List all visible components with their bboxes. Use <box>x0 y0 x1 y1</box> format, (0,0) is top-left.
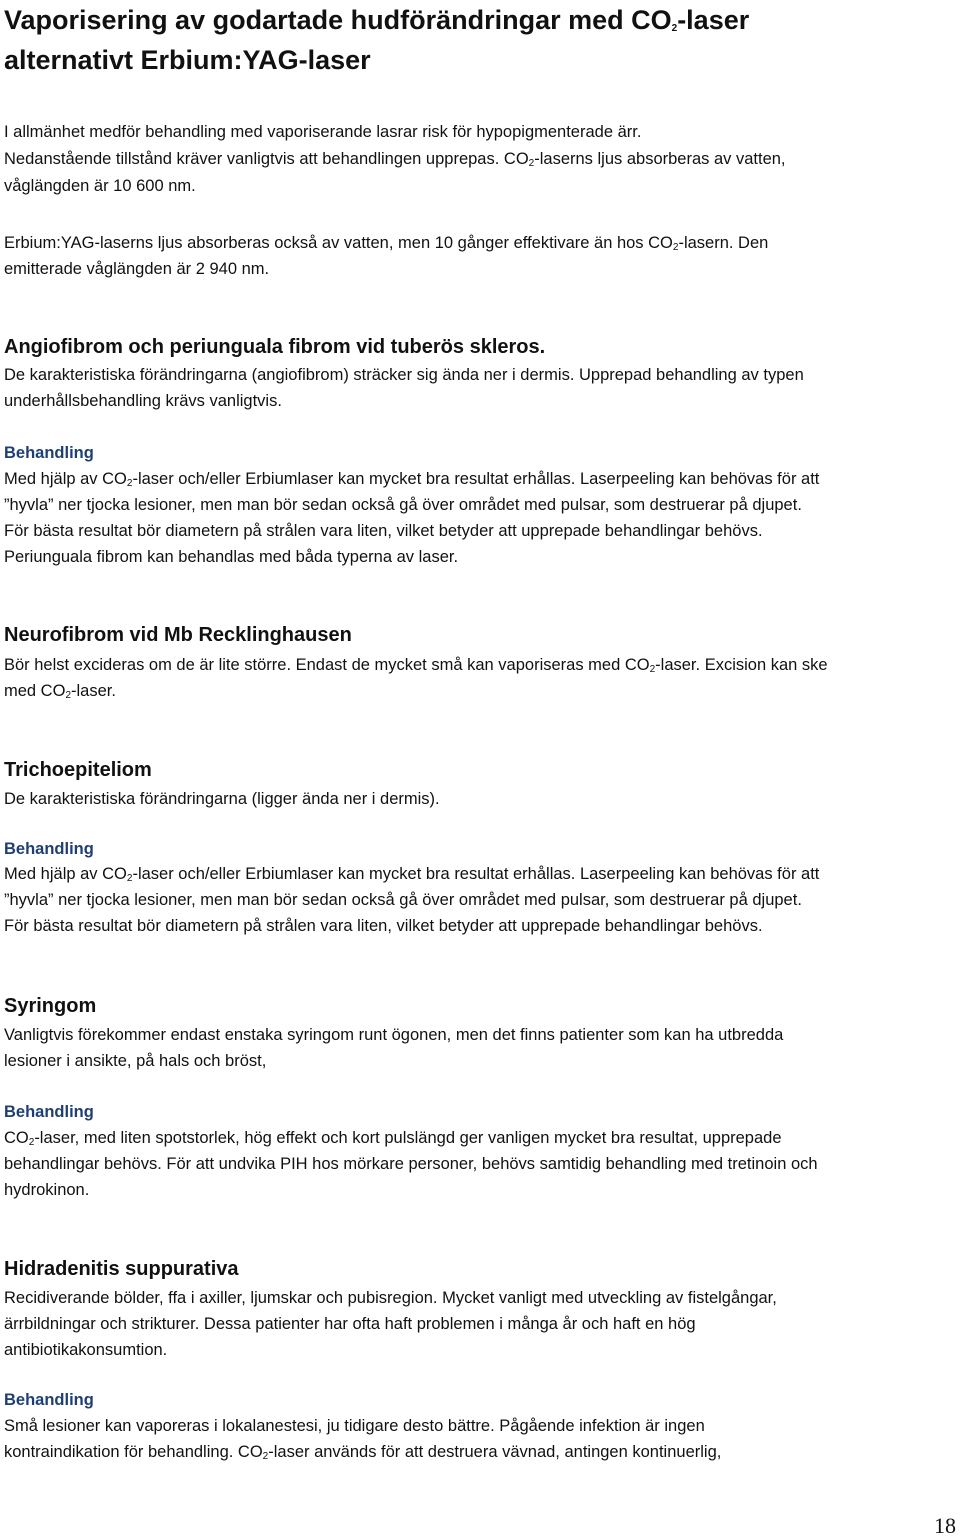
section-heading-trichoepiteliom: Trichoepiteliom <box>4 759 152 781</box>
angiofibrom-treatment: Med hjälp av $CO_2$-laser och/eller Erbiumlaser kan mycket bra resultat erhållas. Laserpeeling kan behövas för att ”hyvla” ner tjocka lesioner, men man bör sedan också gå över området med pulsar, som destruerar på djupet. För bästa resultat bör diametern på strålen vara liten, vilket betyder att upprepade behandlingar behövs. Periunguala fibrom kan behandlas med båda typerna av laser. <box>4 470 820 566</box>
section-heading-angiofibrom: Angiofibrom och periunguala fibrom vid tuberös skleros. <box>4 336 546 358</box>
behandling-label-trichoepiteliom: Behandling <box>4 840 94 858</box>
section-heading-neurofibrom: Neurofibrom vid Mb Recklinghausen <box>4 624 352 646</box>
behandling-label-syringom: Behandling <box>4 1103 94 1121</box>
erbium-paragraph: Erbium:YAG-laserns ljus absorberas också av vatten, men 10 gånger effektivare än hos $CO_2$-lasern. Den emitterade våglängden är 2 940 nm. <box>4 234 769 278</box>
page-number: 18 <box>934 1513 956 1538</box>
angiofibrom-description: De karakteristiska förändringarna (angiofibrom) sträcker sig ända ner i dermis. Upprepad behandling av typen underhållsbehandling krävs vanligtvis. <box>4 366 804 410</box>
neurofibrom-text: Bör helst excideras om de är lite större. Endast de mycket små kan vaporiseras med $CO_2$-laser. Excision kan ske med $CO_2$-laser. <box>4 656 828 701</box>
trichoepiteliom-description: De karakteristiska förändringarna (ligger ända ner i dermis). <box>4 790 440 808</box>
section-heading-syringom: Syringom <box>4 995 97 1017</box>
hidradenitis-description: Recidiverande bölder, ffa i axiller, ljumskar och pubisregion. Mycket vanligt med utveckling av fistelgångar, ärrbildningar och strikturer. Dessa patienter har ofta haft problemen i många år och haft en hög antibiotikakonsumtion. <box>4 1289 777 1359</box>
behandling-label-angiofibrom: Behandling <box>4 444 94 462</box>
syringom-description: Vanligtvis förekommer endast enstaka syringom runt ögonen, men det finns patienter som kan ha utbredda lesioner i ansikte, på hals och bröst, <box>4 1026 784 1070</box>
trichoepiteliom-treatment: Med hjälp av $CO_2$-laser och/eller Erbiumlaser kan mycket bra resultat erhållas. Laserpeeling kan behövas för att ”hyvla” ner tjocka lesioner, men man bör sedan också gå över området med pulsar, som destruerar på djupet. För bästa resultat bör diametern på strålen vara liten, vilket betyder att upprepade behandlingar behövs. <box>4 865 820 935</box>
behandling-label-hidradenitis: Behandling <box>4 1391 94 1409</box>
section-heading-hidradenitis: Hidradenitis suppurativa <box>4 1258 239 1280</box>
page-title: Vaporisering av godartade hudförändringar med $CO_2$-laser alternativt Erbium:YAG-laser <box>4 5 750 75</box>
intro-paragraph: I allmänhet medför behandling med vaporiserande lasrar risk för hypopigmenterade ärr. Nedanstående tillstånd kräver vanligtvis att behandlingen upprepas. $CO_2$-laserns ljus absorberas av vatten, våglängden är 10 600 nm. <box>4 123 786 195</box>
hidradenitis-treatment: Små lesioner kan vaporeras i lokalanestesi, ju tidigare desto bättre. Pågående infektion är ingen kontraindikation för behandling. $CO_2$-laser används för att destruera vävnad, antingen kontinuerlig, <box>4 1417 722 1462</box>
syringom-treatment: $CO_2$-laser, med liten spotstorlek, hög effekt och kort pulslängd ger vanligen mycket bra resultat, upprepade behandlingar behövs. För att undvika PIH hos mörkare personer, behövs samtidig behandling med tretinoin och hydrokinon. <box>4 1129 818 1199</box>
